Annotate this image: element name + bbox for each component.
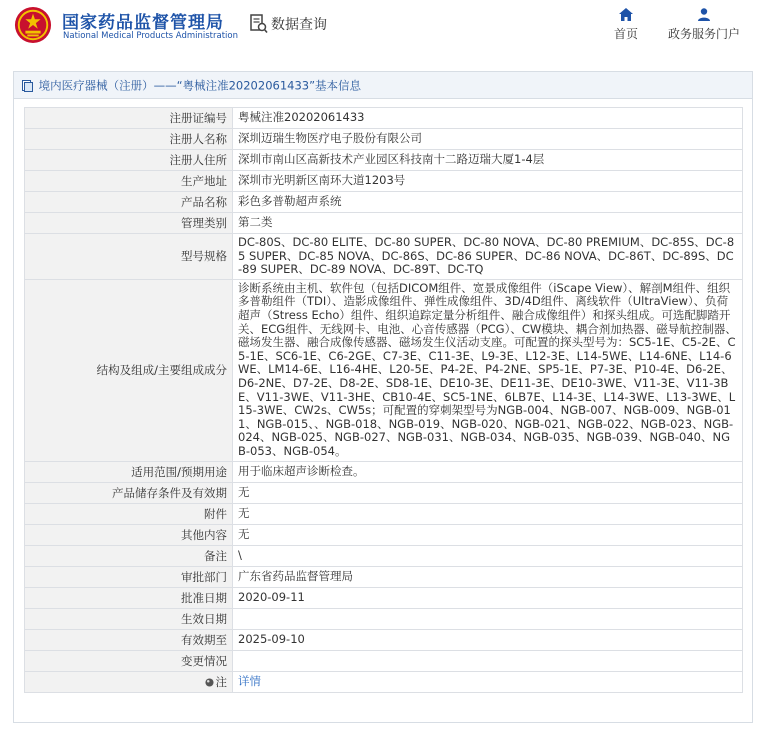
- info-dot-icon: [205, 678, 214, 687]
- table-row: [25, 503, 743, 524]
- table-row: [25, 234, 743, 280]
- row-label: 结构及组成/主要组成成分: [25, 279, 233, 461]
- row-value: 2025-09-10: [233, 629, 743, 650]
- table-row: [25, 629, 743, 650]
- info-panel: [13, 71, 753, 723]
- row-label: 变更情况: [25, 650, 233, 671]
- site-title-cn: 国家药品监督管理局: [62, 13, 224, 33]
- row-label: 适用范围/预期用途: [25, 461, 233, 482]
- row-value: DC-80S、DC-80 ELITE、DC-80 SUPER、DC-80 NOVA、DC-80 PREMIUM、DC-85S、DC-85 SUPER、DC-85 NOVA、DC-86S、DC-86 SUPER、DC-86 NOVA、DC-86T、DC-89S、DC-89 SUPER、DC-89 NOVA、DC-89T、DC-TQ: [233, 234, 743, 280]
- nav-home[interactable]: [608, 8, 644, 42]
- row-value: 深圳市南山区高新技术产业园区科技南十二路迈瑞大厦1-4层: [233, 150, 743, 171]
- row-value: [233, 650, 743, 671]
- row-value: 彩色多普勒超声系统: [233, 192, 743, 213]
- row-value: 诊断系统由主机、软件包（包括DICOM组件、宽景成像组件（iScape View）、解剖M组件、组织多普勒组件（TDI）、造影成像组件、弹性成像组件、3D/4D组件、离线软件（UltraView）、负荷超声（Stress Echo）组件、组织追踪定量分析组件、融合成像组件）和探头组成。可选配脚踏开关、ECG组件、无线网卡、电池、心音传感器（PCG）、CW模块、耦合剂加热器、磁导航控制器、磁场发生器、融合成像传感器、磁场发生仪活动支座。可配置的探头型号为：SC5-1E、C5-2E、C5-1E、SC6-1E、C6-2GE、C7-3E、C11-3E、L9-3E、L12-3E、L14-5WE、L14-6NE、L14-6WE、LM14-6E、L16-4HE、L20-5E、P4-2E、P4-2NE、SP5-1E、P7-3E、P10-4E、D6-2E、D6-2NE、D7-2E、D8-2E、SD8-1E、DE10-3E、DE11-3E、DE10-3WE、V11-3E、V11-3BE、V11-3WE、V11-3HE、CB10-4E、SC5-1NE、6LB7E、L14-3E、L14-3WE、L13-3WE、L15-3WE、CW2s、CW5s；可配置的穿刺架型号为NGB-004、NGB-007、NGB-009、NGB-011、NGB-015、、NGB-018、NGB-019、NGB-020、NGB-021、NGB-022、NGB-023、NGB-024、NGB-025、NGB-027、NGB-031、NGB-034、NGB-035、NGB-039、NGB-040、NGB-053、NGB-054。: [233, 279, 743, 461]
- details-link[interactable]: 详情: [233, 671, 743, 692]
- table-row: [25, 545, 743, 566]
- row-label: 生效日期: [25, 608, 233, 629]
- row-label: 注册人名称: [25, 129, 233, 150]
- row-label: 产品储存条件及有效期: [25, 482, 233, 503]
- panel-title: 境内医疗器械（注册）——“粤械注准20202061433”基本信息: [38, 78, 362, 93]
- row-label: 审批部门: [25, 566, 233, 587]
- table-row: [25, 108, 743, 129]
- row-label: 其他内容: [25, 524, 233, 545]
- data-query-icon: [250, 14, 268, 34]
- user-icon: [697, 8, 711, 21]
- row-label: 型号规格: [25, 234, 233, 280]
- table-row: [25, 279, 743, 461]
- table-row: [25, 587, 743, 608]
- row-value: 第二类: [233, 213, 743, 234]
- table-row: [25, 482, 743, 503]
- row-label: 有效期至: [25, 629, 233, 650]
- table-row: [25, 171, 743, 192]
- table-row: [25, 608, 743, 629]
- row-value: 深圳迈瑞生物医疗电子股份有限公司: [233, 129, 743, 150]
- row-label: 批准日期: [25, 587, 233, 608]
- table-row: [25, 150, 743, 171]
- document-icon: [22, 80, 33, 92]
- national-emblem-icon: [14, 6, 52, 44]
- table-row: [25, 650, 743, 671]
- row-value: 2020-09-11: [233, 587, 743, 608]
- row-value: 无: [233, 524, 743, 545]
- row-label: 注册证编号: [25, 108, 233, 129]
- table-row: [25, 461, 743, 482]
- panel-title-bar: [14, 72, 752, 99]
- note-label: 注: [215, 674, 227, 689]
- row-value: 无: [233, 482, 743, 503]
- row-label: 注册人住所: [25, 150, 233, 171]
- row-label: 备注: [25, 545, 233, 566]
- row-label-note: [25, 671, 233, 692]
- row-value: 深圳市光明新区南环大道1203号: [233, 171, 743, 192]
- data-query-label[interactable]: 数据查询: [271, 17, 327, 33]
- row-label: 附件: [25, 503, 233, 524]
- row-label: 管理类别: [25, 213, 233, 234]
- nav-home-label: 首页: [613, 27, 638, 41]
- row-label: 生产地址: [25, 171, 233, 192]
- home-icon: [619, 8, 633, 21]
- row-value: 无: [233, 503, 743, 524]
- row-value: \: [233, 545, 743, 566]
- table-row: [25, 566, 743, 587]
- nav-portal-label: 政务服务门户: [667, 27, 740, 41]
- info-table: [24, 107, 743, 693]
- site-header: [0, 0, 766, 56]
- table-row: [25, 671, 743, 692]
- table-row: [25, 192, 743, 213]
- row-value: 广东省药品监督管理局: [233, 566, 743, 587]
- row-value: 粤械注准20202061433: [233, 108, 743, 129]
- row-value: 用于临床超声诊断检查。: [233, 461, 743, 482]
- table-row: [25, 524, 743, 545]
- site-title-en: National Medical Products Administration: [63, 31, 238, 41]
- table-row: [25, 129, 743, 150]
- row-label: 产品名称: [25, 192, 233, 213]
- nav-service-portal[interactable]: [662, 8, 746, 42]
- table-row: [25, 213, 743, 234]
- row-value: [233, 608, 743, 629]
